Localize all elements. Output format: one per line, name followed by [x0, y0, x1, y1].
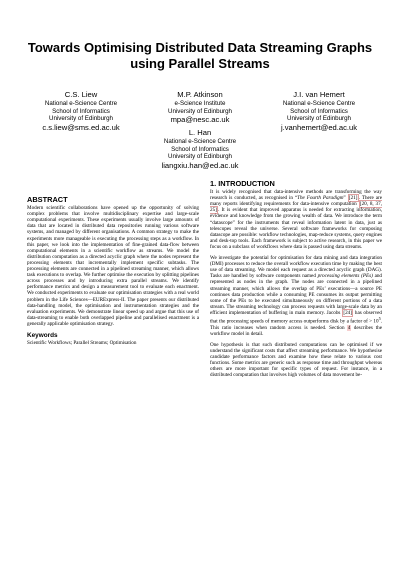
citation-link[interactable]: [21]	[348, 195, 358, 202]
title-line-2: using Parallel Streams	[130, 56, 270, 71]
superscript: 5	[378, 315, 381, 321]
author-affiliation: University of Edinburgh	[168, 107, 232, 115]
author-email: j.vanhemert@ed.ac.uk	[280, 122, 358, 132]
author-email: liangxiu.han@ed.ac.uk	[161, 160, 239, 170]
author-name: M.P. Atkinson	[177, 90, 223, 99]
text-run: It is widely recognised that data-intensive methods are transforming the way research is conducted, as recognised in “	[210, 189, 382, 202]
keywords-text: Scientific Workflows; Parallel Streams; Optimisation	[27, 340, 137, 347]
author-block	[26, 90, 136, 132]
author-block	[145, 128, 255, 170]
intro-paragraph-1	[210, 189, 382, 250]
author-affiliation: National e-Science Centre	[282, 100, 356, 107]
text-run: We investigate the potential for optimisation for data mining and data integration (DMI) processes to reduce the overall workflow execution time by making the best use of data streaming. We model each request as a directed acyclic graph (DAG). Tasks are handled by software components named	[210, 255, 382, 280]
author-affiliation: School of Informatics	[52, 107, 110, 115]
author-affiliation: University of Edinburgh	[168, 153, 232, 161]
abstract-text: Modern scientific collaborations have opened up the opportunity of solving complex problems that involve multidisciplinary expertise and large-scale computational experiments. These experiments usually involve large amounts of data that are located in distributed data repositories running various software systems, and managed by different organisations. A common strategy to make the experiments more manageable is executing the processing steps as a workflow. In this paper, we look into the implementation of fine-grained data-flow between computational elements in a scientific workflow as streams. We model the distribution computation as a directed acyclic graph where the nodes represent the processing elements that incrementally implement specific subtasks. The processing elements are connected in a pipelined streaming manner, which allows task executions to overlap. We further optimise the execution by splitting pipelines across processes and by introducing extra parallel streams. We identify performance metrics and design a measurement tool to evaluate each enactment. We conducted experiments to evaluate our optimisation strategies with a real world problem in the Life Sciences—EURExpress-II. The paper presents our distributed data-handling model, the optimisation and instrumentation strategies and the evaluation experiments. We demonstrate linear speed up and argue that this use of data-streaming to enable both overlapped pipeline and parallelised enactment is a generally applicable optimisation strategy.	[27, 205, 199, 327]
keywords-heading: Keywords	[27, 331, 58, 339]
author-email: mpa@nesc.ac.uk	[170, 115, 230, 125]
intro-heading: 1. INTRODUCTION	[210, 179, 275, 188]
author-block	[145, 90, 255, 124]
text-run-italic: processing elements (PEs)	[317, 273, 373, 280]
author-affiliation: University of Edinburgh	[287, 115, 351, 123]
text-run: and represented as nodes in the graph. The nodes are connected in a pipelined streaming manner, which allows the overlap of PEs’ executions—a source PE continues data production while a consuming PE consumes its output permitting some of the PEs to be executed simultaneously on different portions of a data stream. The streaming technology can process requests with large-scale data by an efficient implementation of buffering in main memory. Jacobs	[210, 273, 382, 316]
author-affiliation: School of Informatics	[171, 145, 229, 153]
author-affiliation: National e-Science Centre	[44, 100, 118, 107]
citation-link[interactable]: [24]	[343, 309, 352, 316]
abstract-heading: ABSTRACT	[27, 195, 68, 204]
text-run: ”	[343, 195, 348, 202]
author-affiliation: School of Informatics	[290, 107, 348, 115]
author-affiliation: National e-Science Centre	[163, 138, 237, 145]
author-name: L. Han	[188, 128, 212, 137]
right-column	[210, 181, 382, 384]
citation-link[interactable]: [20, 8, 37, 25]	[210, 201, 382, 214]
text-run-italic: The Fourth Paradigm	[297, 195, 344, 202]
author-name: C.S. Liew	[64, 90, 98, 99]
text-run: has observed that the processing speeds of memory access outperforms disk by a factor of > 10	[210, 309, 382, 325]
intro-paragraph-2	[210, 255, 382, 337]
author-block	[264, 90, 374, 132]
author-affiliation: e-Science Institute	[174, 100, 226, 107]
text-run: . It is evident that improved apparatus is needed for extracting information, evidence and knowledge from the growing wealth of data. We introduce the term “datascope” for the instruments that reveal information latent in data, just as telescopes reveal the universe. Several software frameworks for composing datascope are possible: workflow technologies, map-reduce systems, query engines and desk-top tools. Each framework is subject to active research, in this paper we focus on a subclass of workflows where data is passed using data streams.	[210, 207, 382, 250]
intro-paragraph-3: One hypothesis is that such distributed computations can be optimised if we understand the significant costs that affect streaming performance. We hypothesise candidate performance factors and examine how these relate to various cost functions. Some metrics are generic such as response time and throughput whereas others are more important for specific types of request. For instance, in a distributed computation that involves high volumes of data movement be-	[210, 341, 382, 379]
section-link[interactable]: 4	[347, 324, 351, 331]
author-email: c.s.liew@sms.ed.ac.uk	[42, 122, 120, 132]
author-affiliation: University of Edinburgh	[49, 115, 113, 123]
left-column	[27, 197, 199, 351]
paper-title	[20, 40, 380, 72]
text-run: . There are many reports identifying requirements for data-intensive computation	[210, 195, 382, 208]
title-line-1: Towards Optimising Distributed Data Streaming Graphs	[27, 40, 373, 55]
text-run: describes the workflow model in detail.	[210, 324, 382, 337]
text-run: . This ratio increases when random access is needed. Section	[210, 318, 382, 331]
author-name: J.I. van Hemert	[293, 90, 345, 99]
